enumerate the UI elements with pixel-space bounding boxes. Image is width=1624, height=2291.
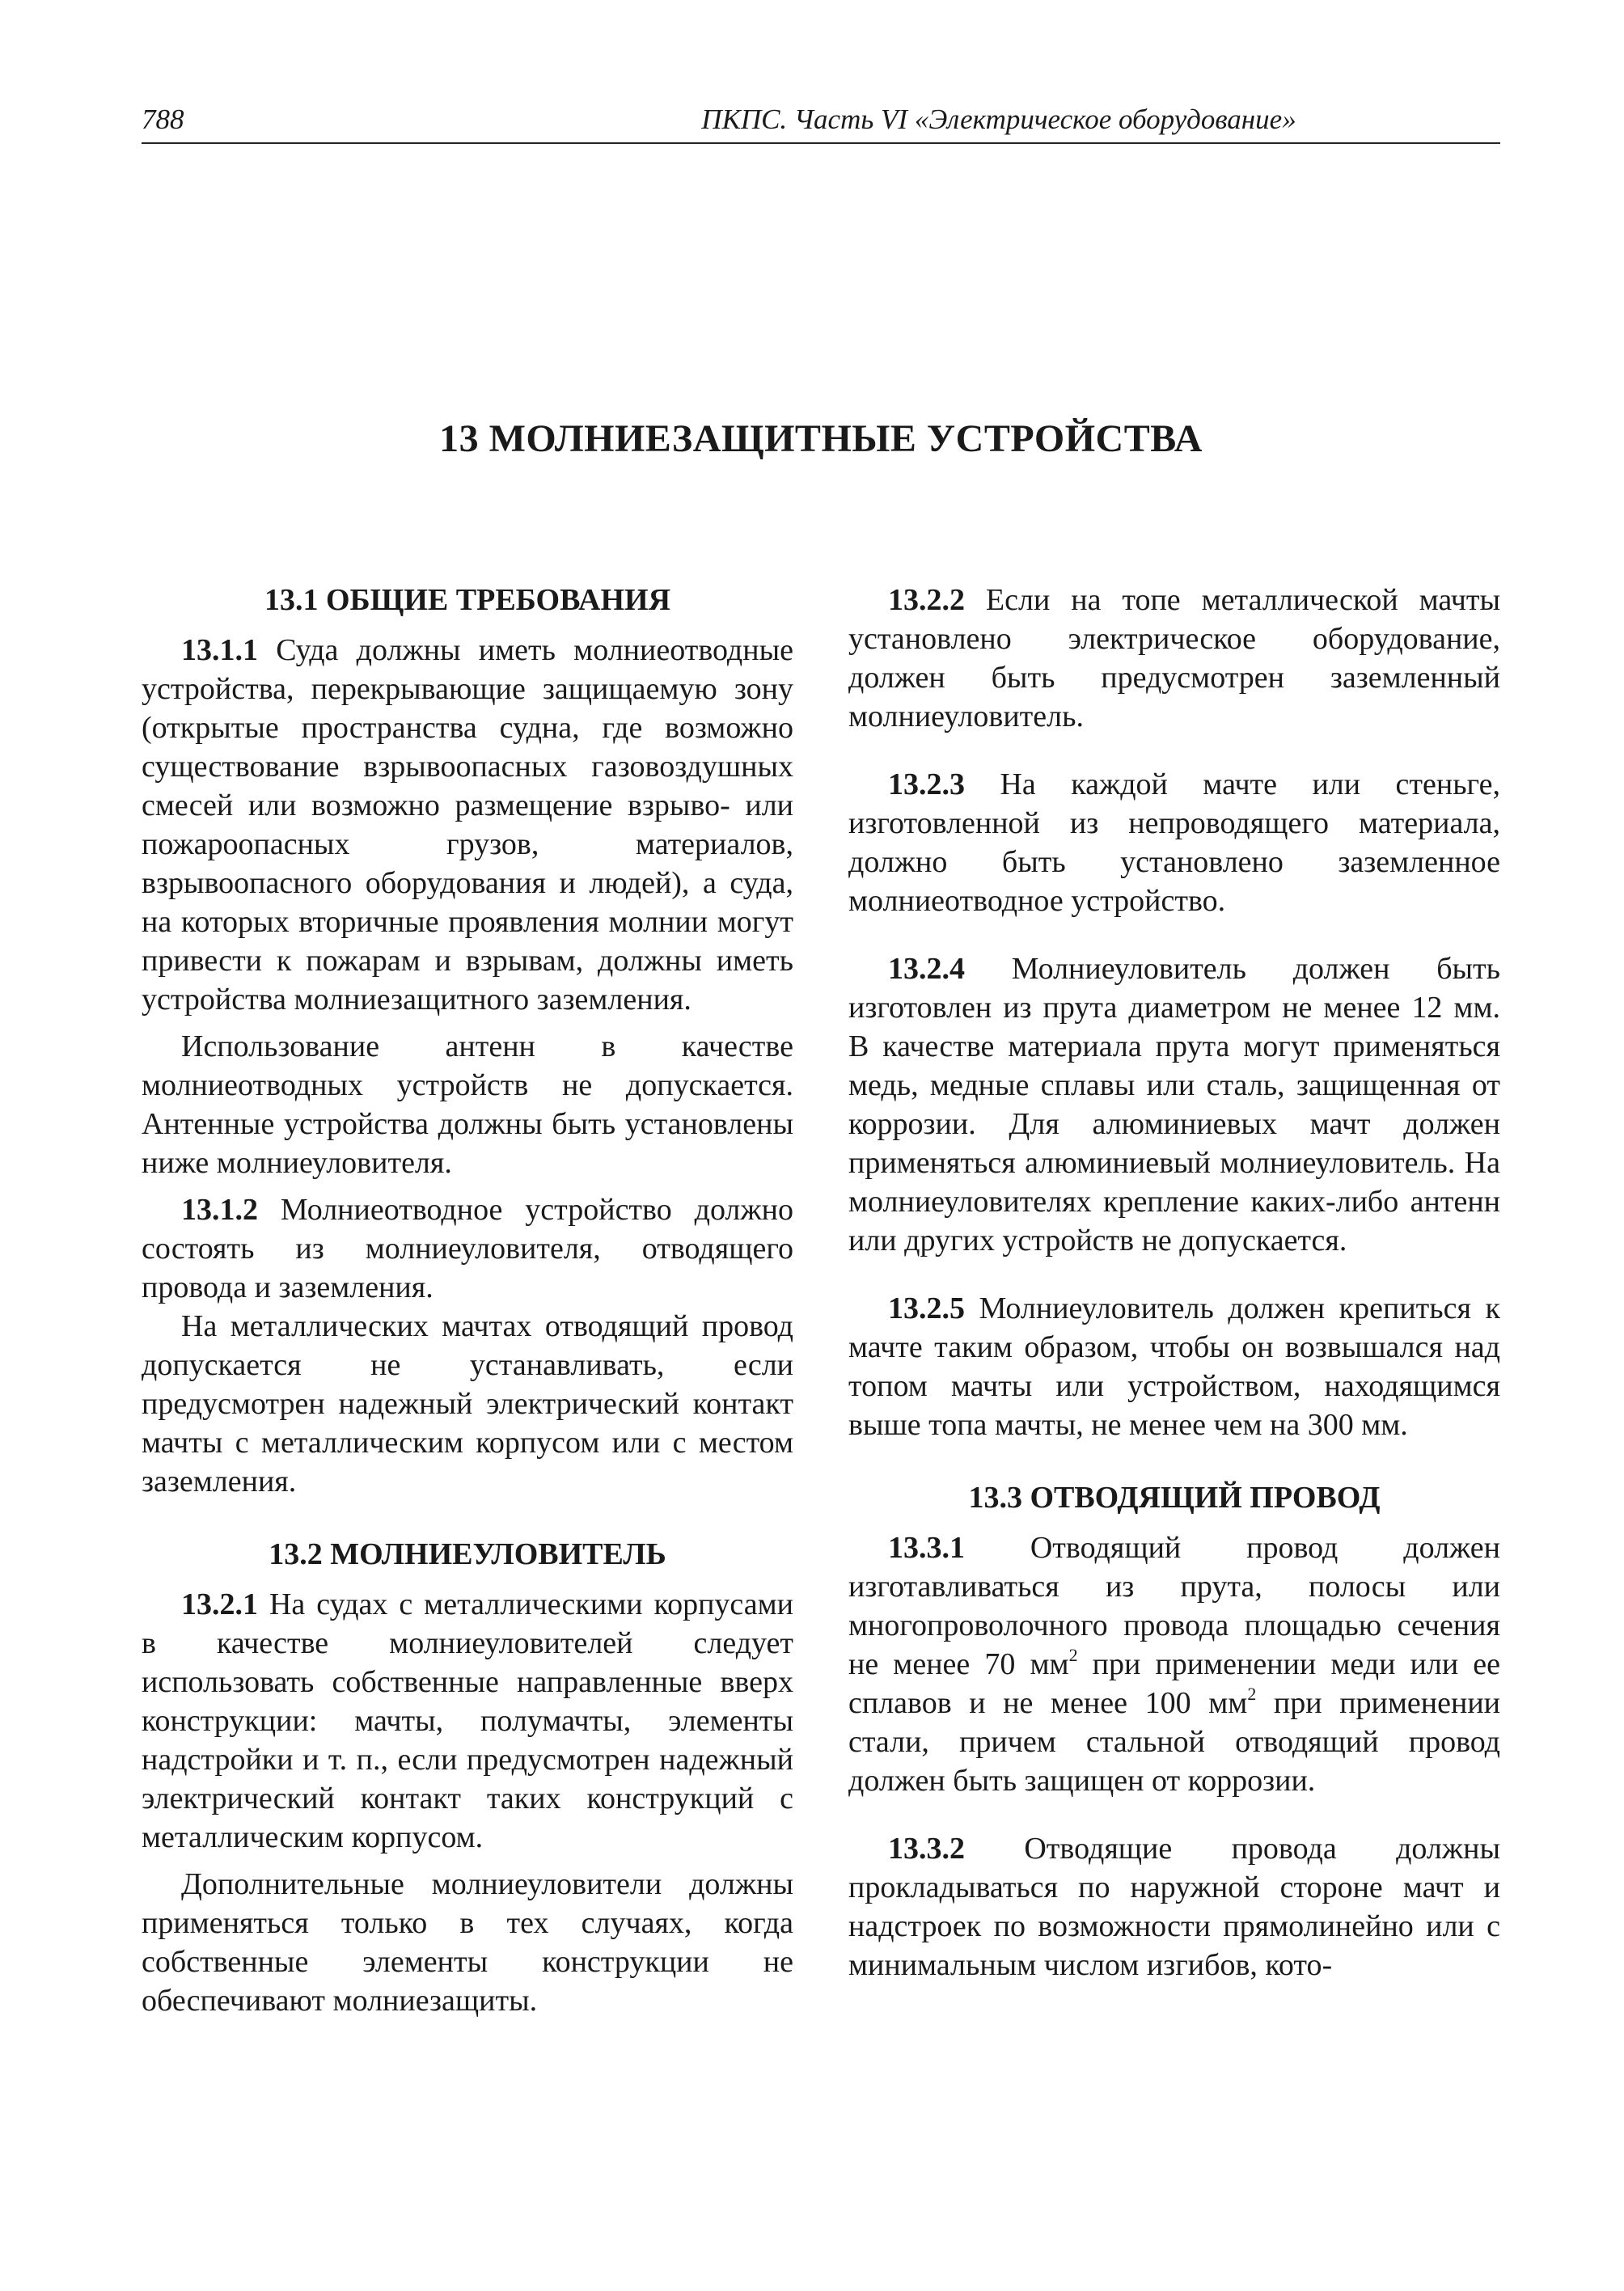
paragraph-text: Молниеуловитель должен крепиться к мачте таким образом, чтобы он возвышался над топом мачты или устройством, находящимся выше топа мачты, не менее чем на 300 мм. [848,1291,1500,1442]
section-title-13-3: 13.3 ОТВОДЯЩИЙ ПРОВОД [968,1481,1381,1515]
section-title-13-1: 13.1 ОБЩИЕ ТРЕБОВАНИЯ [264,583,671,617]
paragraph-13-2-3 [848,765,1500,920]
paragraph-13-3-2 [848,1829,1500,1985]
paragraph-text: при применении меди или ее сплавов и не менее 100 мм [848,1647,1500,1720]
paragraph-number: 13.2.3 [888,767,965,801]
paragraph-13-1-2-cont: На металлических мачтах отводящий провод допускается не устанавливать, если предусмотрен надежный электрический контакт мачты с металлическим корпусом или с местом заземления. [142,1309,793,1498]
right-column [848,581,1500,1985]
paragraph-text: На каждой мачте или стеньге, изготовленной из непроводящего материала, должно быть установлено заземленное молниеотводное устройство. [848,767,1500,918]
paragraph-13-2-2 [848,581,1500,736]
paragraph-number: 13.3.1 [888,1531,965,1565]
paragraph-text: Отводящий провод должен изготавливаться из прута, полосы или многопроволочного провода площадью сечения не менее 70 мм [848,1531,1500,1681]
paragraph-number: 13.2.1 [181,1587,258,1621]
paragraph-text: Суда должны иметь молниеотводные устройства, перекрывающие защищаемую зону (открытые пространства судна, где возможно существование взрывоопасных газовоздушных смесей или возможно размещение взрыво- или пожароопасных грузов, материалов, взрывоопасного оборудования и людей), а суда, на которых вторичные проявления молнии могут привести к пожарам и взрывам, должны иметь устройства молниезащитного заземления. [142,633,793,1017]
paragraph-text: На судах с металлическими корпусами в качестве молниеуловителей следует использовать собственные направленные вверх конструкции: мачты, полумачты, элементы надстройки и т. п., если предусмотрен надежный электрический контакт таких конструкций с металлическим корпусом. [142,1587,793,1854]
paragraph-13-2-1-cont: Дополнительные молниеуловители должны применяться только в тех случаях, когда собственные элементы конструкции не обеспечивают молниезащиты. [142,1867,793,2018]
paragraph-number: 13.1.2 [181,1193,258,1227]
paragraph-text: Молниеуловитель должен быть изготовлен из прута диаметром не менее 12 мм. В качестве материала прута могут применяться медь, медные сплавы или сталь, защищенная от коррозии. Для алюминиевых мачт должен применяться алюминиевый молниеуловитель. На молниеуловителях крепление каких-либо антенн или других устройств не допускается. [848,952,1500,1258]
paragraph-13-1-2 [142,1190,793,1307]
section-title-13-2: 13.2 МОЛНИЕУЛОВИТЕЛЬ [269,1537,666,1571]
paragraph-number: 13.2.4 [888,952,965,986]
superscript: 2 [1247,1684,1257,1704]
paragraph-number: 13.3.2 [888,1832,965,1866]
paragraph-13-1-1-cont: Использование антенн в качестве молниеотводных устройств не допускается. Антенные устройства должны быть установлены ниже молниеуловителя. [142,1029,793,1180]
paragraph-number: 13.2.2 [888,583,965,617]
paragraph-13-1-1 [142,631,793,1019]
paragraph-13-2-4 [848,949,1500,1260]
paragraph-number: 13.2.5 [888,1291,965,1325]
paragraph-13-2-1 [142,1585,793,1857]
page-number: 788 [142,104,184,135]
paragraph-text: Если на топе металлической мачты установлено электрическое оборудование, должен быть предусмотрен заземленный молниеуловитель. [848,583,1500,733]
paragraph-13-2-5 [848,1289,1500,1444]
running-title: ПКПС. Часть VI «Электрическое оборудование» [701,104,1296,135]
paragraph-number: 13.1.1 [181,633,258,667]
paragraph-13-3-1 [848,1528,1500,1800]
chapter-title: 13 МОЛНИЕЗАЩИТНЫЕ УСТРОЙСТВА [439,417,1203,460]
paragraph-text: Отводящие провода должны прокладываться по наружной стороне мачт и надстроек по возможности прямолинейно или с минимальным числом изгибов, кото- [848,1832,1500,1982]
superscript: 2 [1068,1645,1078,1665]
paragraph-text: при применении стали, причем стальной отводящий провод должен быть защищен от коррозии. [848,1686,1500,1798]
paragraph-text: Молниеотводное устройство должно состоять из молниеуловителя, отводящего провода и заземления. [142,1193,793,1304]
running-header [142,102,1500,144]
left-column [142,581,793,2020]
